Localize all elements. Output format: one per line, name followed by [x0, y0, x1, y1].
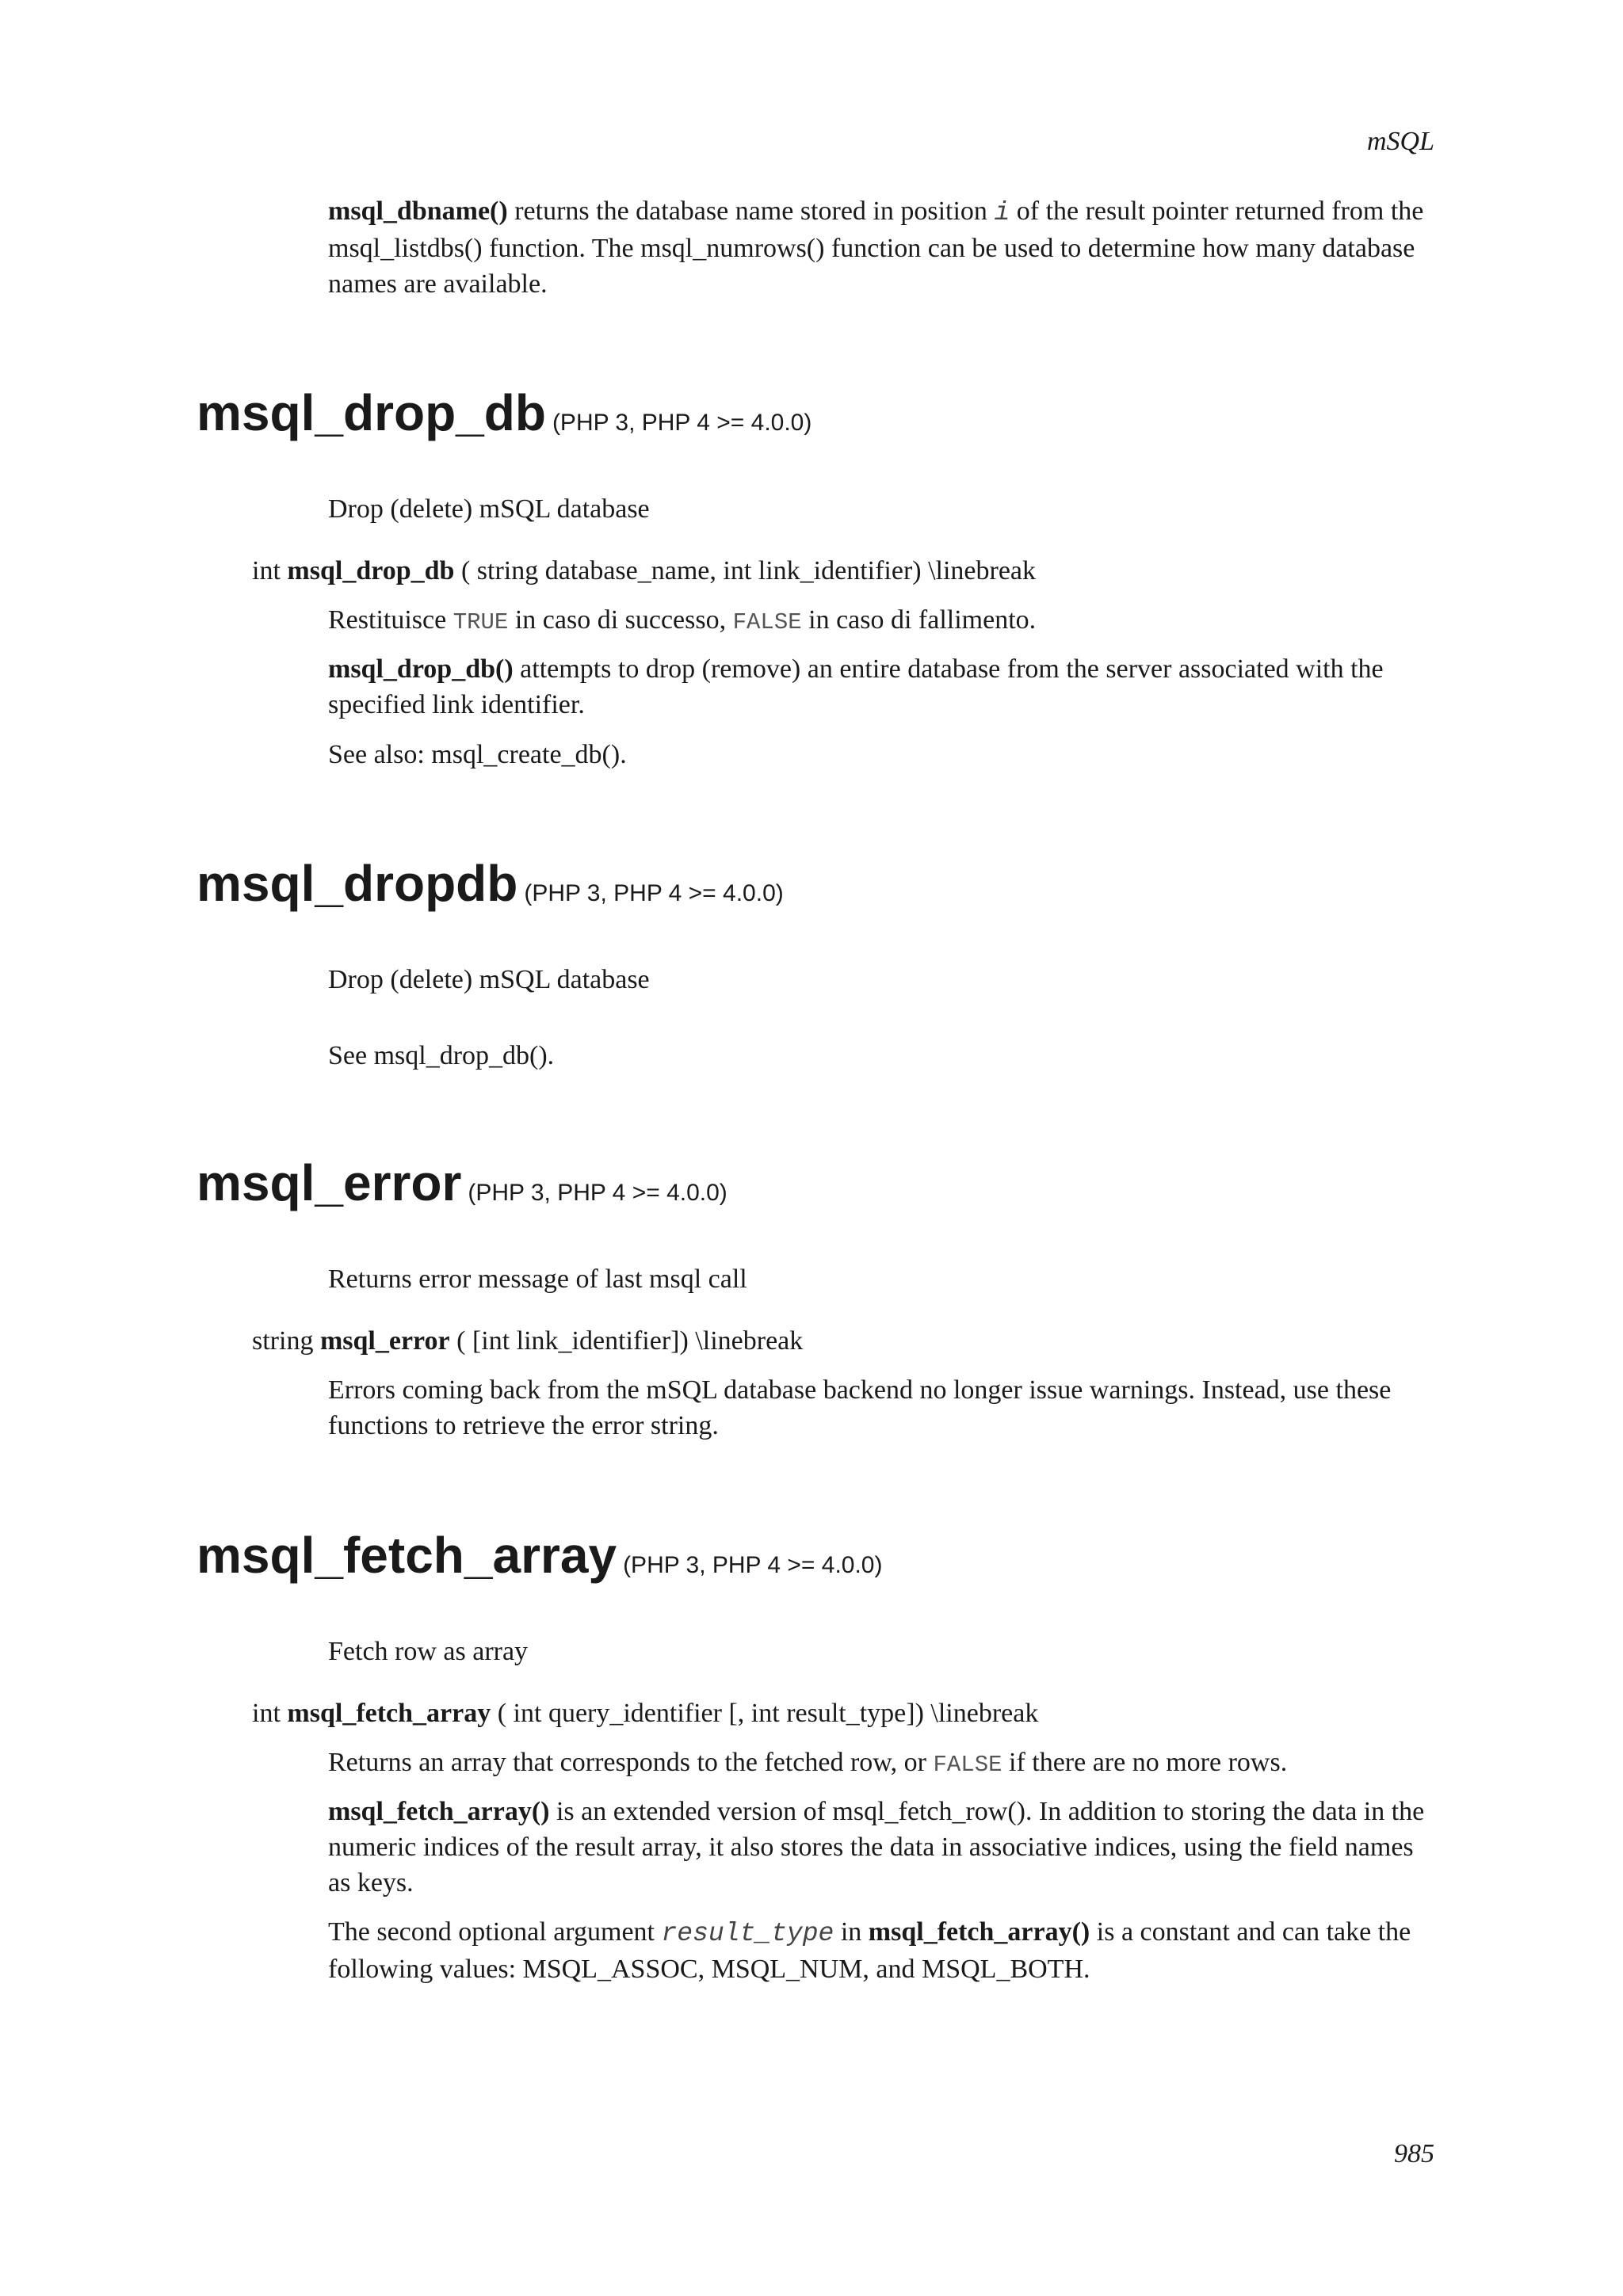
function-signature: int msql_fetch_array ( int query_identifier [, int result_type]) \linebreak: [252, 1699, 1039, 1728]
description: Errors coming back from the mSQL database backend no longer issue warnings. Instead, use these functions to retrieve the error string.: [328, 1375, 1392, 1440]
section-heading-msql-fetch-array: msql_fetch_array (PHP 3, PHP 4 >= 4.0.0): [197, 1527, 883, 1584]
constant-true: TRUE: [453, 609, 509, 635]
summary: Drop (delete) mSQL database: [328, 494, 650, 524]
version-note: (PHP 3, PHP 4 >= 4.0.0): [623, 1552, 883, 1578]
version-note: (PHP 3, PHP 4 >= 4.0.0): [524, 880, 784, 906]
parameter-var: result_type: [661, 1919, 834, 1948]
summary: Drop (delete) mSQL database: [328, 965, 650, 994]
constant-false: FALSE: [933, 1752, 1002, 1778]
summary: Fetch row as array: [328, 1637, 529, 1666]
see-also: See also: msql_create_db().: [328, 740, 627, 769]
description: msql_drop_db() attempts to drop (remove) an entire database from the server associated with the specified link identifier.: [328, 654, 1384, 719]
optional-argument-note: The second optional argument result_type in msql_fetch_array() is a constant and can take the following values: MSQL_ASSOC, MSQL_NUM, and MSQL_BOTH.: [328, 1917, 1411, 1984]
return-value: Restituisce TRUE in caso di successo, FALSE in caso di fallimento.: [328, 605, 1037, 635]
version-note: (PHP 3, PHP 4 >= 4.0.0): [552, 410, 812, 436]
description: msql_fetch_array() is an extended version of msql_fetch_row(). In addition to storing the data in the numeric indices of the result array, it also stores the data in associative indices, using the field names as keys.: [328, 1797, 1425, 1897]
function-name: msql_dbname(): [328, 196, 508, 226]
version-note: (PHP 3, PHP 4 >= 4.0.0): [468, 1180, 727, 1206]
section-heading-msql-drop-db: msql_drop_db (PHP 3, PHP 4 >= 4.0.0): [197, 384, 812, 441]
see-also: See msql_drop_db().: [328, 1041, 555, 1070]
page-number: 985: [1394, 2139, 1434, 2168]
return-value: Returns an array that corresponds to the fetched row, or FALSE if there are no more rows.: [328, 1748, 1288, 1778]
section-heading-msql-error: msql_error (PHP 3, PHP 4 >= 4.0.0): [197, 1154, 727, 1211]
parameter-var: i: [994, 198, 1010, 227]
running-head: mSQL: [1366, 127, 1434, 156]
section-heading-msql-dropdb: msql_dropdb (PHP 3, PHP 4 >= 4.0.0): [197, 855, 784, 912]
function-signature: int msql_drop_db ( string database_name, int link_identifier) \linebreak: [252, 556, 1037, 585]
intro-paragraph: msql_dbname() returns the database name stored in position i of the result pointer returned from the msql_listdbs() function. The msql_numrows() function can be used to determine how many database names are available.: [328, 196, 1424, 299]
function-signature: string msql_error ( [int link_identifier]) \linebreak: [252, 1326, 804, 1356]
constant-false: FALSE: [732, 609, 802, 635]
summary: Returns error message of last msql call: [328, 1264, 747, 1294]
